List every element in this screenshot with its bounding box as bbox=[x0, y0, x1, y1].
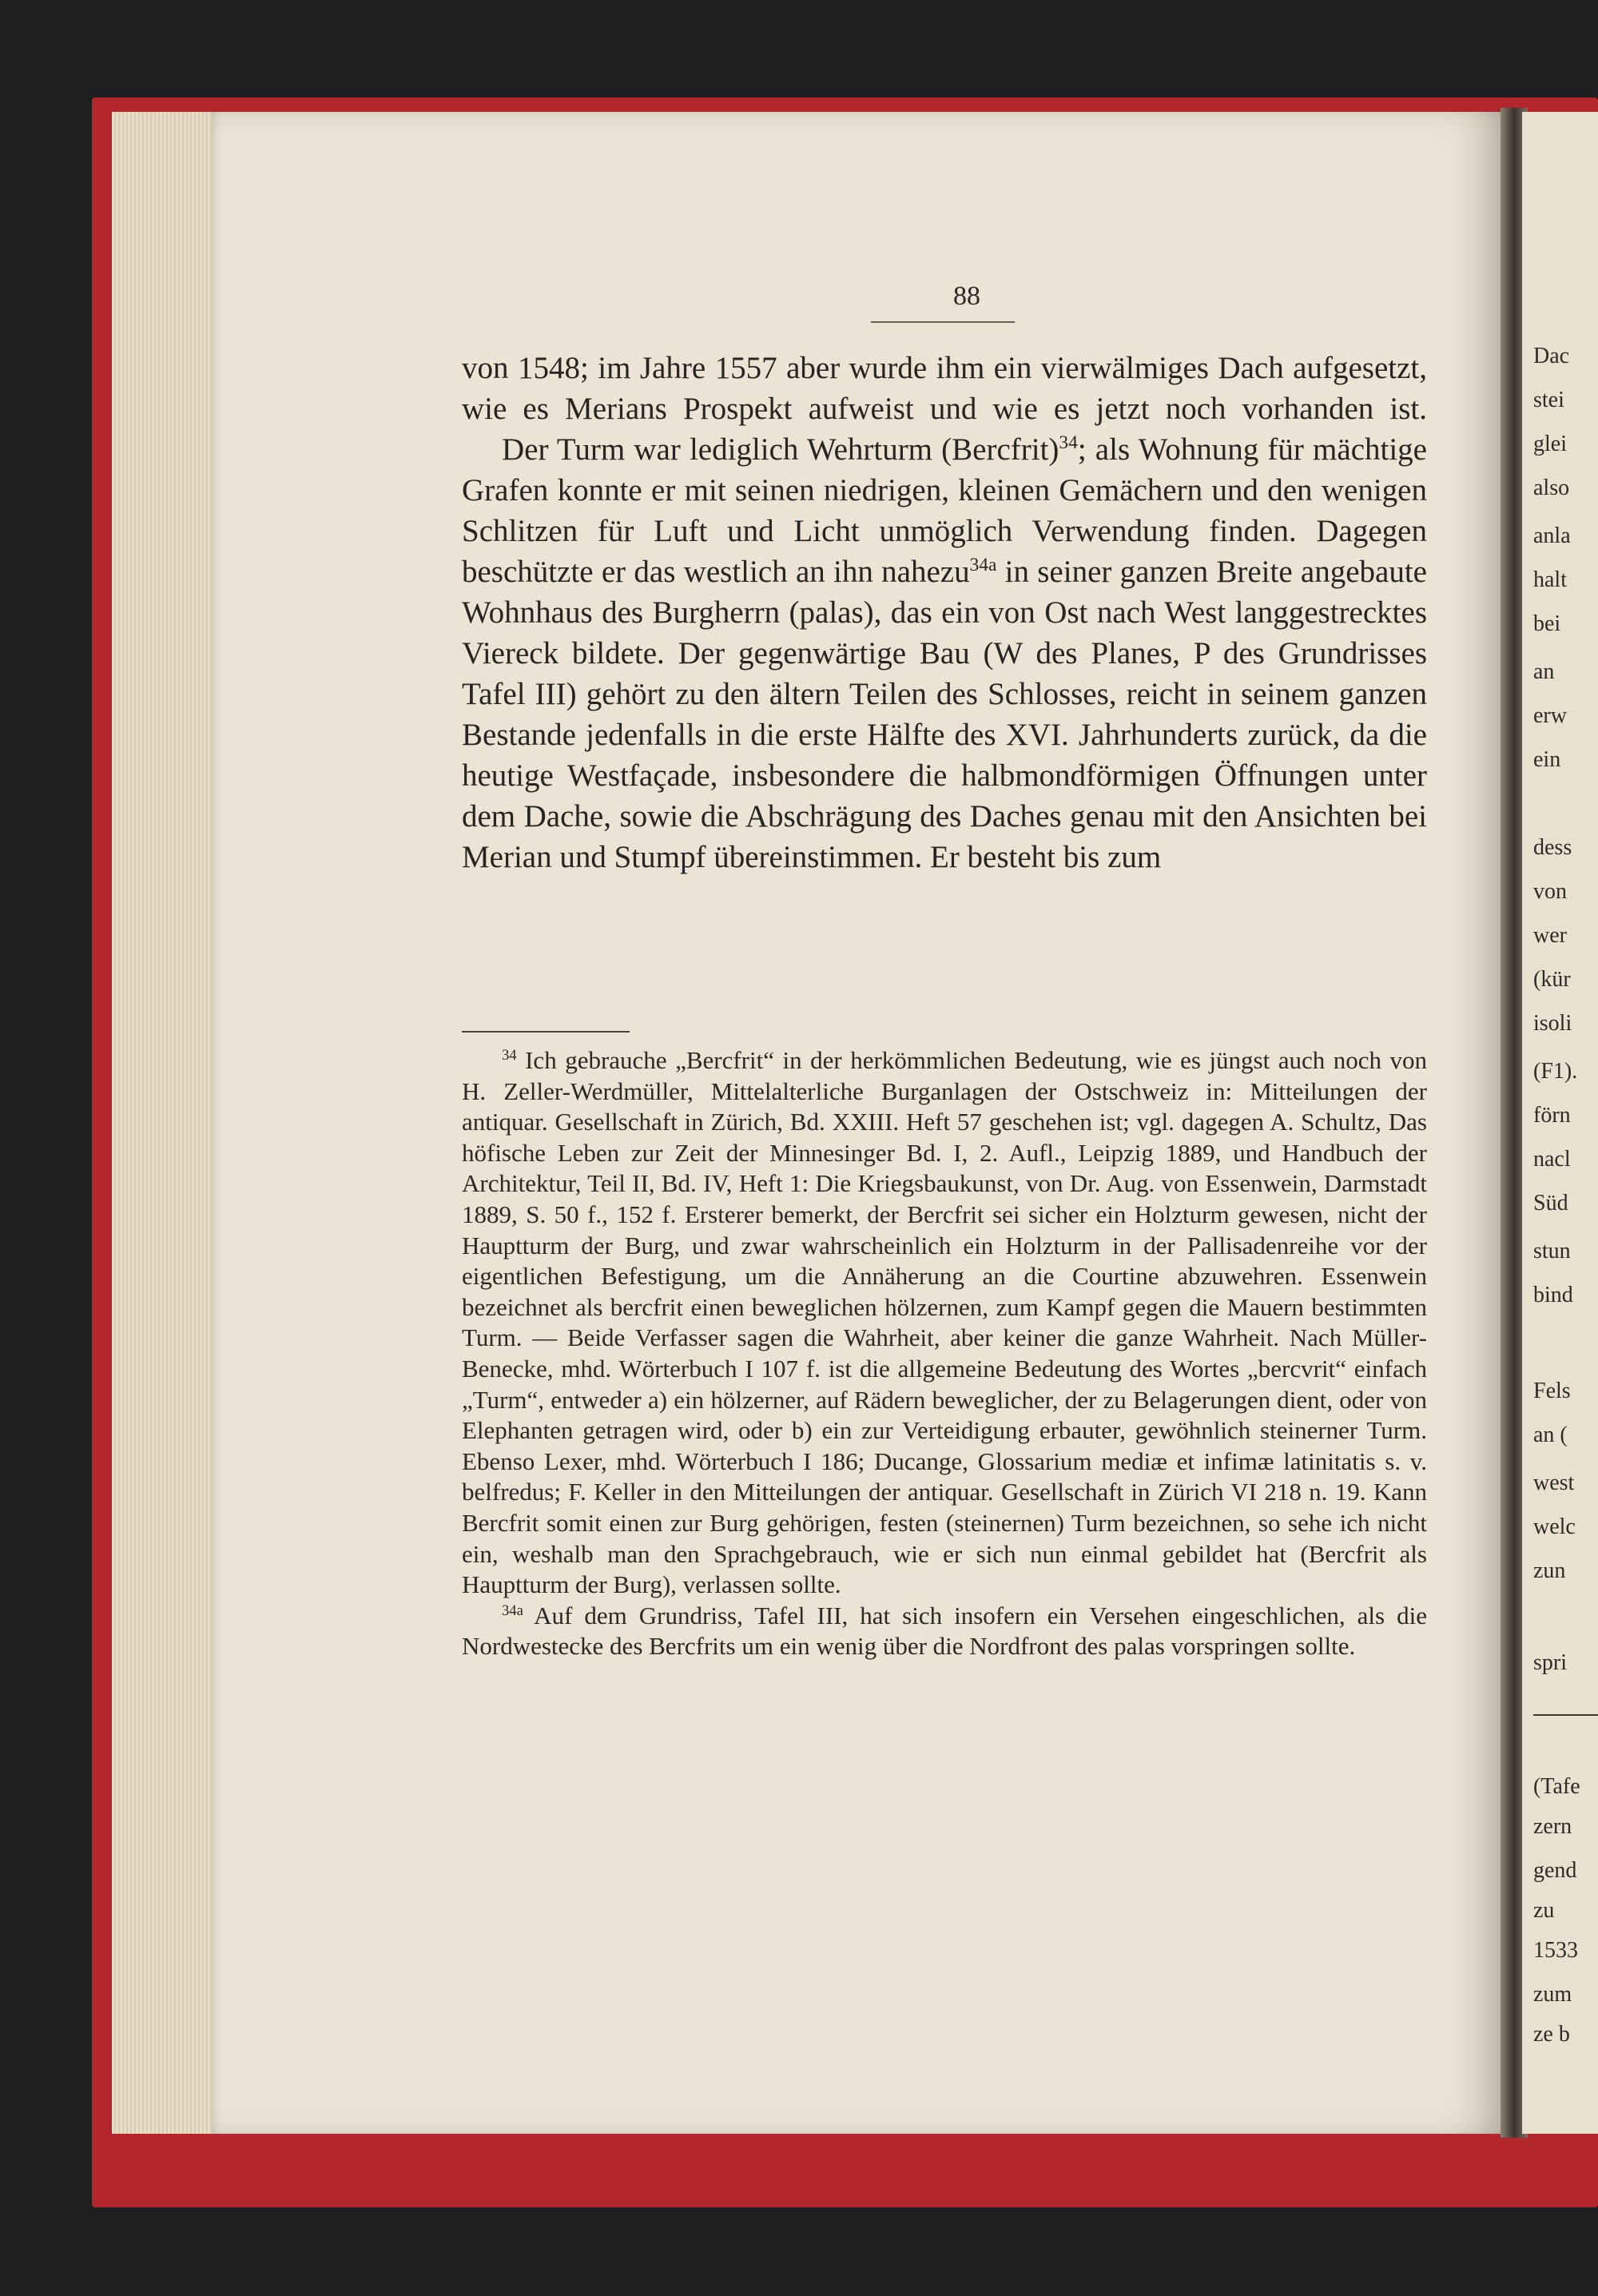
facing-page-fragment: Dac bbox=[1533, 344, 1570, 368]
facing-page-fragment: spri bbox=[1533, 1650, 1567, 1675]
facing-page-fragment: zum bbox=[1533, 1982, 1572, 2007]
facing-page bbox=[1522, 112, 1598, 2134]
footnote-reference: 34a bbox=[969, 554, 997, 575]
facing-page-fragment: halt bbox=[1533, 567, 1567, 592]
footnote-mark: 34a bbox=[502, 1602, 523, 1619]
facing-page-fragment: west bbox=[1533, 1470, 1575, 1495]
facing-page-fragment: förn bbox=[1533, 1103, 1571, 1128]
footnote-text: Auf dem Grundriss, Tafel III, hat sich insofern ein Versehen eingeschlichen, als die Nordwestecke des Bercfrits um ein wenig über die Nordfront des palas vorspringen sollte. bbox=[462, 1601, 1427, 1661]
paragraph-1: von 1548; im Jahre 1557 aber wurde ihm ein vierwälmiges Dach aufgesetzt, wie es Merians Prospekt aufweist und wie es jetzt noch vorhanden ist. bbox=[462, 351, 1427, 426]
facing-page-fragment: anla bbox=[1533, 523, 1571, 548]
facing-page-fragment: bind bbox=[1533, 1283, 1573, 1307]
page-edges bbox=[112, 112, 224, 2134]
footnote-reference: 34 bbox=[1059, 432, 1078, 453]
paragraph-2: Der Turm war lediglich Wehrturm (Bercfrit)$^{34}$; als Wohnung für mächtige Grafen konnte er mit seinen niedrigen, kleinen Gemächern und den wenigen Schlitzen für Luft und Licht unmöglich Verwendung finden. Dagegen beschützte er das westlich an ihn nahezu$^{34a}$ in seiner ganzen Breite angebaute Wohnhaus des Burgherrn (palas), das ein von Ost nach West langgestrecktes Viereck bildete. Der gegenwärtige Bau (W des Planes, P des Grundrisses Tafel III) gehört zu den ältern Teilen des Schlosses, reicht in seinem ganzen Bestande jedenfalls in die erste Hälfte des XVI. Jahrhunderts zurück, da die heutige Westfaçade, insbesondere die halbmondförmigen Öffnungen unter dem Dache, sowie die Abschrägung des Daches genau mit den Ansichten bei Merian und Stumpf übereinstimmen. Er besteht bis zum bbox=[462, 432, 1427, 874]
footnote-rule bbox=[462, 1031, 630, 1033]
facing-page-fragment: isoli bbox=[1533, 1011, 1572, 1036]
footnote-34 bbox=[462, 1045, 1427, 1601]
footnote-text: Ich gebrauche „Bercfrit“ in der herkömmlichen Bedeutung, wie es jüngst auch noch von H. Zeller-Werdmüller, Mittelalterliche Burganlagen der Ostschweiz in: Mitteilungen der antiquar. Gesellschaft in Zürich, Bd. XXIII. Heft 57 geschehen ist; vgl. dagegen A. Schultz, Das höfische Leben zur Zeit der Minnesinger Bd. I, 2. Aufl., Leipzig 1889, und Handbuch der Architektur, Teil II, Bd. IV, Heft 1: Die Kriegsbaukunst, von Dr. Aug. von Essenwein, Darmstadt 1889, S. 50 f., 152 f. Ersterer bemerkt, der Bercfrit sei sicher ein Holzturm gewesen, nicht der Hauptturm der Burg, und zwar wahrscheinlich ein Holzturm in der Pallisadenreihe vor der eigentlichen Befestigung, um die Annäherung an die Courtine abzuwehren. Essenwein bezeichnet als bercfrit einen beweglichen hölzernen, zum Kampf gegen die Mauern bestimmten Turm. — Beide Verfasser sagen die Wahrheit, aber keiner die ganze Wahrheit. Nach Müller-Benecke, mhd. Wörterbuch I 107 f. ist die allgemeine Bedeutung des Wortes „bercvrit“ einfach „Turm“, entweder a) ein hölzerner, auf Rädern beweglicher, der zu Belagerungen dient, oder von Elephanten getragen wird, oder b) ein zur Verteidigung erbauter, gewöhnlich steinerner Turm. Ebenso Lexer, mhd. Wörterbuch I 186; Ducange, Glossarium mediæ et infimæ latinitatis s. v. belfredus; F. Keller in den Mitteilungen der antiquar. Gesellschaft in Zürich VI 218 n. 19. Kann Bercfrit somit einen zur Burg gehörigen, festen (steinernen) Turm bezeichnen, so sehe ich nicht ein, weshalb man den Sprachgebrauch, wie er sich nun einmal gebildet hat (Bercfrit als Hauptturm der Burg), verlassen sollte. bbox=[462, 1046, 1428, 1599]
main-text bbox=[462, 348, 1427, 877]
facing-page-fragment: nacl bbox=[1533, 1147, 1571, 1172]
facing-page-fragment: erw bbox=[1533, 703, 1567, 728]
facing-page-fragment: bei bbox=[1533, 611, 1561, 636]
facing-page-fragment: (kür bbox=[1533, 967, 1571, 992]
footnote-34a bbox=[462, 1601, 1427, 1662]
facing-page-fragment: welc bbox=[1533, 1514, 1576, 1539]
facing-page-fragment: zern bbox=[1533, 1814, 1572, 1839]
footnote-mark: 34 bbox=[502, 1046, 517, 1064]
facing-page-fragment: stun bbox=[1533, 1239, 1571, 1263]
facing-page-fragment: (F1). bbox=[1533, 1059, 1578, 1084]
facing-page-fragment: ein bbox=[1533, 747, 1561, 772]
page-number: 88 bbox=[953, 281, 980, 311]
facing-page-rule bbox=[1533, 1714, 1598, 1716]
facing-page-fragment: an bbox=[1533, 659, 1555, 684]
facing-page-fragment: glei bbox=[1533, 432, 1567, 456]
facing-page-fragment: zu bbox=[1533, 1898, 1555, 1923]
facing-page-fragment: von bbox=[1533, 879, 1567, 904]
footnotes bbox=[462, 1045, 1427, 1662]
facing-page-fragment: also bbox=[1533, 476, 1570, 500]
facing-page-fragment: gend bbox=[1533, 1858, 1577, 1883]
page-number-rule bbox=[871, 321, 1015, 323]
facing-page-fragment: 1533 bbox=[1533, 1938, 1578, 1963]
facing-page-fragment: (Tafe bbox=[1533, 1774, 1580, 1799]
facing-page-fragment: Süd bbox=[1533, 1191, 1568, 1216]
facing-page-fragment: zun bbox=[1533, 1558, 1566, 1583]
facing-page-fragment: wer bbox=[1533, 923, 1567, 948]
facing-page-fragment: stei bbox=[1533, 388, 1564, 412]
facing-page-fragment: ze b bbox=[1533, 2022, 1570, 2047]
facing-page-fragment: dess bbox=[1533, 835, 1572, 860]
facing-page-fragment: Fels bbox=[1533, 1379, 1571, 1403]
facing-page-fragment: an ( bbox=[1533, 1423, 1568, 1447]
